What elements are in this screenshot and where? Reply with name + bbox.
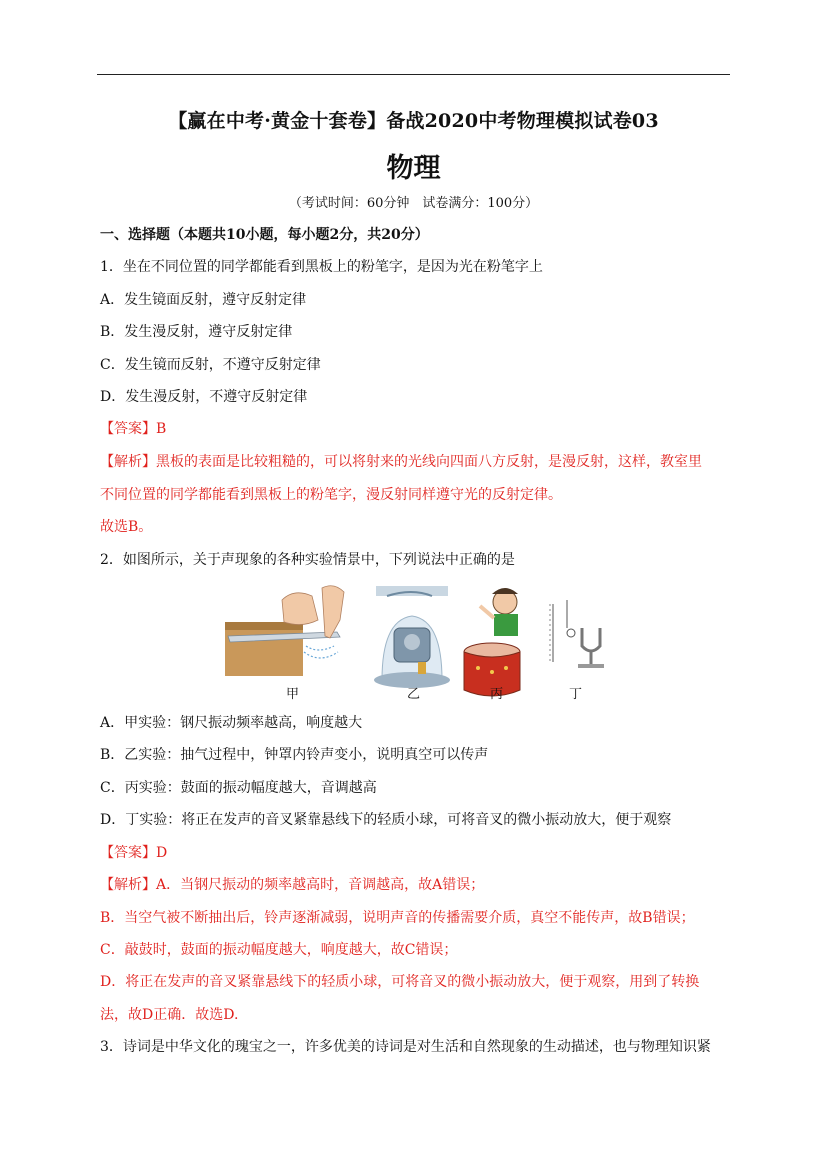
drum-illustration bbox=[464, 588, 520, 696]
q1-analysis-line-1: 【解析】黑板的表面是比较粗糙的，可以将射来的光线向四面八方反射，是漫反射，这样，教室里 bbox=[100, 454, 702, 470]
ruler-experiment-illustration bbox=[225, 586, 344, 676]
q2-analysis-line-1: 【解析】A．当钢尺振动的频率越高时，音调越高，故A错误； bbox=[100, 877, 485, 893]
q1-answer: 【答案】B bbox=[100, 421, 167, 437]
q1-option-c: C．发生镜而反射，不遵守反射定律 bbox=[100, 357, 321, 373]
section-title: 一、选择题（本题共10小题，每小题2分，共20分） bbox=[100, 227, 429, 243]
q2-analysis-line-3: C．敲鼓时，鼓面的振动幅度越大，响度越大，故C错误； bbox=[100, 942, 458, 958]
figure-label-ding: 丁 bbox=[569, 687, 583, 702]
q2-option-a: A．甲实验：钢尺振动频率越高，响度越大 bbox=[100, 715, 363, 731]
q1-option-b: B．发生漫反射，遵守反射定律 bbox=[100, 324, 293, 340]
q2-analysis-line-2: B．当空气被不断抽出后，铃声逐渐减弱，说明声音的传播需要介质，真空不能传声，故B错误； bbox=[100, 910, 695, 926]
subject-title: 物理 bbox=[386, 153, 441, 184]
figure-label-jia: 甲 bbox=[286, 687, 300, 702]
q2-stem: 2．如图所示，关于声现象的各种实验情景中，下列说法中正确的是 bbox=[100, 552, 515, 568]
q2-option-c: C．丙实验：鼓面的振动幅度越大，音调越高 bbox=[100, 780, 377, 796]
q2-option-b: B．乙实验：抽气过程中，钟罩内铃声变小，说明真空可以传声 bbox=[100, 747, 489, 763]
q1-option-d: D．发生漫反射，不遵守反射定律 bbox=[100, 389, 308, 405]
figure-label-yi: 乙 bbox=[407, 687, 421, 702]
q2-analysis-line-4: D．将正在发声的音叉紧靠悬线下的轻质小球，可将音叉的微小振动放大，便于观察，用到了转换 bbox=[100, 974, 700, 990]
page-title: 【赢在中考·黄金十套卷】备战2020中考物理模拟试卷03 bbox=[168, 110, 659, 132]
exam-meta: （考试时间：60分钟 试卷满分：100分） bbox=[288, 196, 539, 211]
header-rule bbox=[97, 74, 730, 75]
q1-stem: 1．坐在不同位置的同学都能看到黑板上的粉笔字，是因为光在粉笔字上 bbox=[100, 259, 543, 275]
q2-analysis-line-5: 法，故D正确．故选D. bbox=[100, 1007, 239, 1023]
tuning-fork-illustration bbox=[550, 600, 604, 668]
q3-stem: 3．诗词是中华文化的瑰宝之一，许多优美的诗词是对生活和自然现象的生动描述，也与物理知识紧 bbox=[100, 1039, 711, 1055]
q1-analysis-line-2: 不同位置的同学都能看到黑板上的粉笔字，漫反射同样遵守光的反射定律。 bbox=[100, 487, 562, 503]
q2-answer: 【答案】D bbox=[100, 845, 168, 861]
q1-option-a: A．发生镜面反射，遵守反射定律 bbox=[100, 292, 307, 308]
bell-jar-illustration bbox=[374, 586, 450, 688]
figure-label-bing: 丙 bbox=[490, 687, 504, 702]
q1-analysis-line-3: 故选B。 bbox=[100, 519, 153, 535]
q2-option-d: D．丁实验：将正在发声的音叉紧靠悬线下的轻质小球，可将音叉的微小振动放大，便于观察 bbox=[100, 812, 672, 828]
